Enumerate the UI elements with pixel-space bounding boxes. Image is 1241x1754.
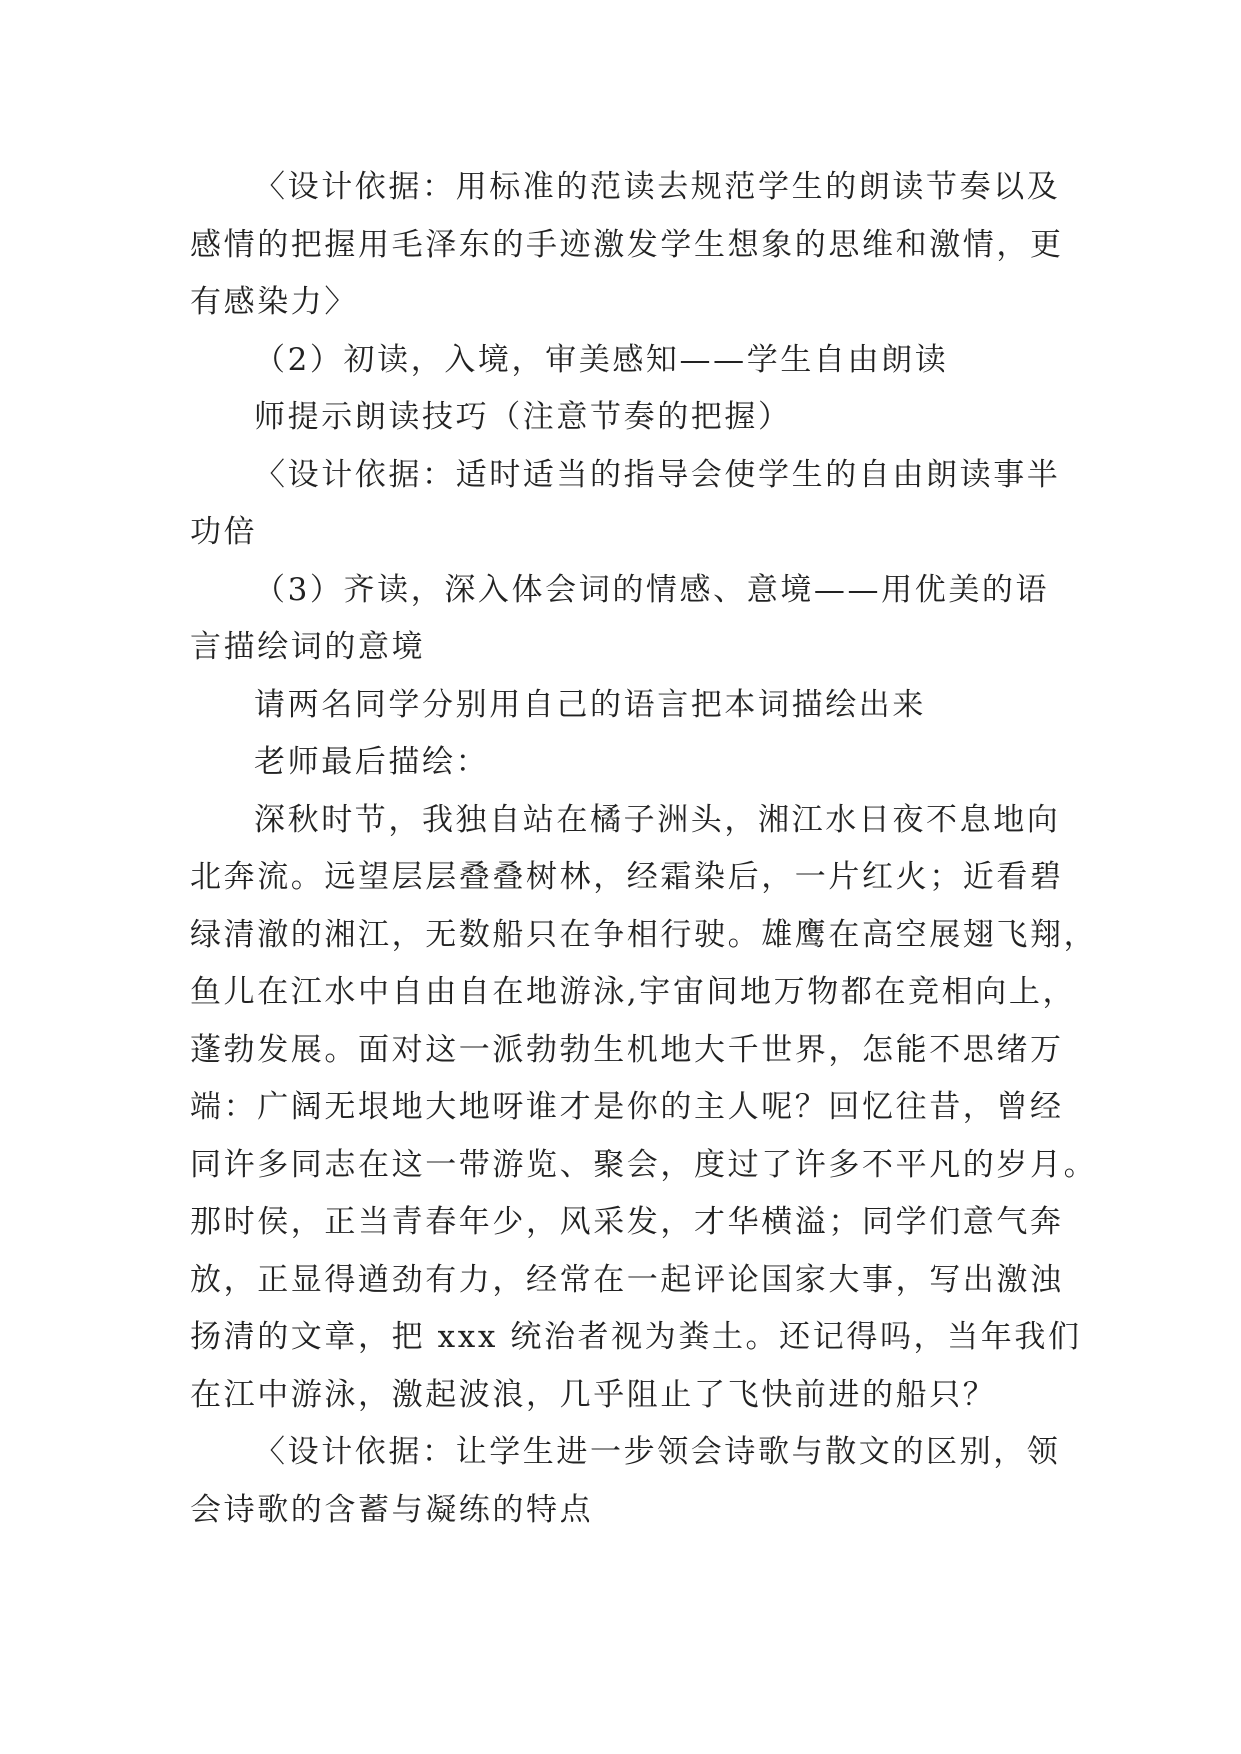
text-line-23: 〈设计依据：让学生进一步领会诗歌与散文的区别，领	[254, 1434, 1061, 1470]
text-line-17: 端：广阔无垠地大地呀谁才是你的主人呢？回忆往昔，曾经	[190, 1089, 1064, 1125]
text-line-3: 有感染力〉	[190, 284, 358, 320]
text-line-4: （2）初读，入境，审美感知——学生自由朗读	[254, 341, 949, 378]
text-line-7: 功倍	[190, 514, 258, 550]
text-line-5: 师提示朗读技巧（注意节奏的把握）	[254, 399, 792, 435]
text-line-20: 放，正显得遒劲有力，经常在一起评论国家大事，写出激浊	[190, 1261, 1064, 1298]
text-line-10: 请两名同学分别用自己的语言把本词描绘出来	[254, 686, 926, 723]
text-line-24: 会诗歌的含蓄与凝练的特点	[190, 1491, 594, 1528]
text-line-22: 在江中游泳，激起波浪，几乎阻止了飞快前进的船只？	[190, 1376, 997, 1413]
text-line-19: 那时侯，正当青春年少，风采发，才华横溢；同学们意气奔	[190, 1204, 1064, 1240]
text-line-1: 〈设计依据：用标准的范读去规范学生的朗读节奏以及	[254, 169, 1061, 205]
text-line-8: （3）齐读，深入体会词的情感、意境——用优美的语	[254, 571, 1050, 608]
text-line-15: 鱼儿在江水中自由自在地游泳,宇宙间地万物都在竞相向上，	[190, 974, 1077, 1010]
text-line-21: 扬清的文章，把 xxx 统治者视为粪土。还记得吗，当年我们	[190, 1319, 1082, 1355]
text-line-2: 感情的把握用毛泽东的手迹激发学生想象的思维和激情，更	[190, 226, 1064, 263]
text-line-6: 〈设计依据：适时适当的指导会使学生的自由朗读事半	[254, 456, 1061, 493]
text-line-12: 深秋时节，我独自站在橘子洲头，湘江水日夜不息地向	[254, 801, 1061, 838]
document-body	[190, 159, 1098, 1539]
text-line-14: 绿清澈的湘江，无数船只在争相行驶。雄鹰在高空展翅飞翔，	[190, 916, 1098, 953]
text-line-18: 同许多同志在这一带游览、聚会，度过了许多不平凡的岁月。	[190, 1146, 1098, 1183]
text-line-16: 蓬勃发展。面对这一派勃勃生机地大千世界，怎能不思绪万	[190, 1031, 1064, 1068]
text-line-11: 老师最后描绘：	[254, 744, 490, 780]
text-line-13: 北奔流。远望层层叠叠树林，经霜染后，一片红火；近看碧	[190, 859, 1064, 895]
text-line-9: 言描绘词的意境	[190, 629, 426, 665]
